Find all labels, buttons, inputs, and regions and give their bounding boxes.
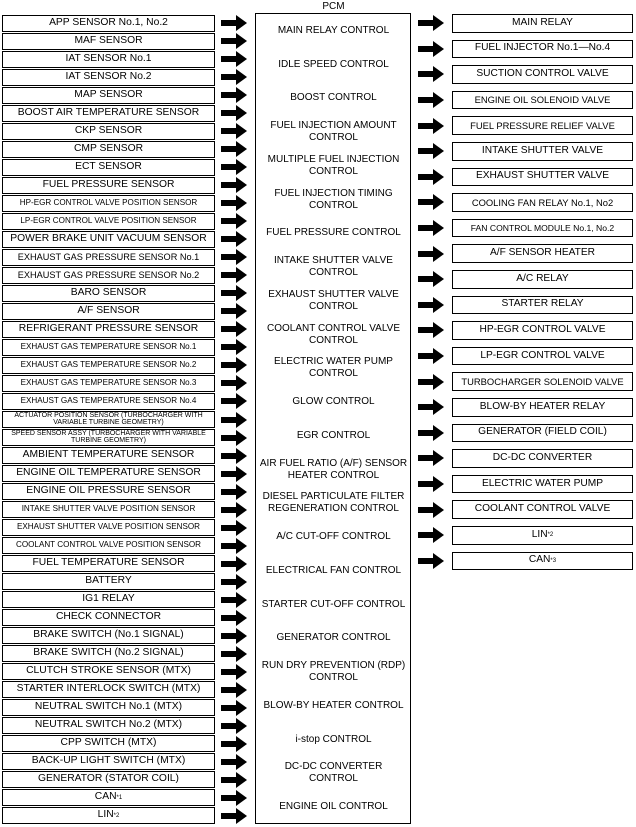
input-signal-box — [2, 501, 215, 518]
input-arrow — [221, 484, 247, 500]
label-text: FUEL TEMPERATURE SENSOR — [32, 557, 185, 569]
pcm-control-function: ELECTRIC WATER PUMP CONTROL — [274, 356, 393, 380]
label-text: NEUTRAL SWITCH No.2 (MTX) — [34, 719, 183, 731]
output-device-box — [452, 142, 633, 161]
label-text: STARTER RELAY — [501, 298, 584, 310]
label-text: HP-EGR CONTROL VALVE — [479, 324, 606, 336]
input-arrow — [221, 177, 247, 193]
input-signal-box — [2, 429, 215, 446]
input-signal-box — [2, 663, 215, 680]
input-arrow — [221, 123, 247, 139]
label-text: EXHAUST GAS TEMPERATURE SENSOR No.2 — [20, 360, 197, 370]
label-text: HP-EGR CONTROL VALVE POSITION SENSOR — [19, 198, 198, 208]
pcm-control-function: A/C CUT-OFF CONTROL — [276, 531, 391, 543]
input-arrow — [221, 33, 247, 49]
label-text: EXHAUST GAS TEMPERATURE SENSOR No.3 — [20, 378, 197, 388]
label-text: LIN — [531, 528, 548, 540]
label-text: COOLING FAN RELAY No.1, No2 — [471, 196, 614, 208]
label-text: ECT SENSOR — [75, 161, 142, 173]
label-text: EXHAUST GAS PRESSURE SENSOR No.2 — [17, 269, 200, 280]
input-arrow — [221, 808, 247, 824]
label-text: IG1 RELAY — [82, 593, 135, 605]
output-arrow — [418, 118, 444, 134]
output-arrow — [418, 527, 444, 543]
label-text: ENGINE OIL SOLENOID VALVE — [474, 94, 611, 106]
label-text: CAN — [528, 554, 551, 566]
input-arrow — [221, 159, 247, 175]
label-text: TURBOCHARGER SOLENOID VALVE — [461, 375, 624, 387]
input-arrow — [221, 466, 247, 482]
pcm-control-function: MAIN RELAY CONTROL — [277, 24, 390, 36]
input-arrow — [221, 664, 247, 680]
input-arrow — [221, 231, 247, 247]
label-text: EXHAUST GAS TEMPERATURE SENSOR No.1 — [20, 342, 197, 352]
pcm-control-function: ELECTRICAL FAN CONTROL — [265, 564, 402, 576]
pcm-control-function: INTAKE SHUTTER VALVE CONTROL — [274, 255, 393, 279]
output-device-box — [452, 398, 633, 417]
label-text: COOLANT CONTROL VALVE POSITION SENSOR — [16, 540, 201, 550]
input-signal-box — [2, 357, 215, 374]
input-signal-box — [2, 753, 215, 770]
label-text: CAN — [94, 791, 117, 803]
output-arrow — [418, 41, 444, 57]
input-arrow — [221, 375, 247, 391]
input-arrow — [221, 249, 247, 265]
label-text: GENERATOR (STATOR COIL) — [38, 773, 179, 785]
label-text: BRAKE SWITCH (No.1 SIGNAL) — [33, 629, 184, 641]
label-text: SUCTION CONTROL VALVE — [476, 68, 609, 80]
input-signal-box — [2, 681, 215, 698]
output-device-box — [452, 321, 633, 340]
input-arrow — [221, 700, 247, 716]
label-text: A/F SENSOR HEATER — [489, 247, 596, 259]
input-signal-box — [2, 123, 215, 140]
label-text: BRAKE SWITCH (No.2 SIGNAL) — [33, 647, 184, 659]
label-text: EXHAUST SHUTTER VALVE — [475, 170, 610, 182]
input-signal-box — [2, 483, 215, 500]
label-text: EXHAUST GAS PRESSURE SENSOR No.1 — [17, 251, 200, 262]
pcm-control-function: COOLANT CONTROL VALVE CONTROL — [267, 322, 400, 346]
output-arrow — [418, 425, 444, 441]
label-text: BACK-UP LIGHT SWITCH (MTX) — [31, 755, 186, 767]
output-arrow — [418, 502, 444, 518]
input-signal-box — [2, 285, 215, 302]
input-arrow — [221, 412, 247, 428]
label-text: A/C RELAY — [516, 272, 569, 284]
input-arrow — [221, 538, 247, 554]
pcm-control-function: MULTIPLE FUEL INJECTION CONTROL — [267, 153, 400, 177]
output-device-box — [452, 270, 633, 289]
input-arrow — [221, 574, 247, 590]
output-arrow — [418, 297, 444, 313]
label-text: LP-EGR CONTROL VALVE — [480, 349, 605, 361]
output-arrow — [418, 399, 444, 415]
input-arrow — [221, 393, 247, 409]
output-device-box — [452, 449, 633, 468]
input-signal-box — [2, 717, 215, 734]
output-arrow — [418, 374, 444, 390]
output-arrow — [418, 15, 444, 31]
input-signal-box — [2, 15, 215, 32]
input-signal-box — [2, 141, 215, 158]
input-arrow — [221, 556, 247, 572]
output-device-box — [452, 424, 633, 443]
input-signal-box — [2, 339, 215, 356]
output-arrow — [418, 450, 444, 466]
label-text: POWER BRAKE UNIT VACUUM SENSOR — [10, 233, 207, 245]
input-signal-box — [2, 231, 215, 248]
label-text: IAT SENSOR No.1 — [65, 53, 152, 64]
label-text: ENGINE OIL PRESSURE SENSOR — [26, 485, 191, 497]
input-arrow — [221, 285, 247, 301]
output-device-box — [452, 168, 633, 187]
input-arrow — [221, 105, 247, 121]
label-text: DC-DC CONVERTER — [492, 452, 593, 464]
label-text: MAIN RELAY — [512, 16, 573, 28]
label-text: FUEL PRESSURE RELIEF VALVE — [470, 119, 615, 131]
label-text: INTAKE SHUTTER VALVE POSITION SENSOR — [21, 504, 196, 514]
label-text: REFRIGERANT PRESSURE SENSOR — [18, 323, 199, 335]
input-signal-box — [2, 735, 215, 752]
input-signal-box — [2, 573, 215, 590]
output-arrow — [418, 194, 444, 210]
pcm-control-function: EXHAUST SHUTTER VALVE CONTROL — [268, 288, 399, 312]
output-arrow — [418, 271, 444, 287]
label-text: LIN — [97, 809, 114, 821]
output-arrow — [418, 322, 444, 338]
label-text: GENERATOR (FIELD COIL) — [478, 426, 607, 438]
input-arrow — [221, 628, 247, 644]
label-text: FUEL PRESSURE SENSOR — [42, 179, 175, 191]
label-text: CPP SWITCH (MTX) — [60, 737, 157, 749]
input-arrow — [221, 339, 247, 355]
input-signal-box — [2, 69, 215, 86]
input-arrow — [221, 303, 247, 319]
input-arrow — [221, 502, 247, 518]
input-arrow — [221, 754, 247, 770]
input-arrow — [221, 772, 247, 788]
label-text: SPEED SENSOR ASSY (TURBOCHARGER WITH VARIABLE TURBINE GEOMETRY) — [11, 430, 206, 445]
input-arrow — [221, 682, 247, 698]
input-signal-box — [2, 375, 215, 392]
input-signal-box — [2, 213, 215, 230]
label-text: STARTER INTERLOCK SWITCH (MTX) — [16, 683, 201, 695]
label-text: COOLANT CONTROL VALVE — [474, 503, 611, 515]
label-text: AMBIENT TEMPERATURE SENSOR — [22, 449, 195, 461]
input-signal-box — [2, 591, 215, 608]
input-arrow — [221, 141, 247, 157]
input-arrow — [221, 87, 247, 103]
input-signal-box — [2, 51, 215, 68]
input-arrow — [221, 51, 247, 67]
pcm-control-function: FUEL INJECTION AMOUNT CONTROL — [270, 120, 397, 144]
pcm-control-function: ENGINE OIL CONTROL — [279, 801, 388, 813]
input-signal-box: CAN *1 — [2, 789, 215, 806]
pcm-control-function: AIR FUEL RATIO (A/F) SENSOR HEATER CONTROL — [259, 457, 408, 481]
input-arrow — [221, 69, 247, 85]
label-text: BLOW-BY HEATER RELAY — [479, 400, 606, 412]
label-text: A/F SENSOR — [77, 305, 140, 317]
input-arrow — [221, 213, 247, 229]
pcm-control-function: STARTER CUT-OFF CONTROL — [261, 598, 406, 610]
output-device-box — [452, 14, 633, 33]
label-text: BATTERY — [85, 575, 132, 587]
pcm-control-function: BOOST CONTROL — [290, 92, 377, 104]
input-signal-box — [2, 393, 215, 410]
input-arrow — [221, 592, 247, 608]
output-arrow — [418, 92, 444, 108]
input-signal-box — [2, 267, 215, 284]
label-text: MAF SENSOR — [74, 35, 143, 46]
label-text: MAP SENSOR — [74, 89, 143, 101]
input-signal-box — [2, 105, 215, 122]
label-text: FAN CONTROL MODULE No.1, No.2 — [470, 222, 615, 233]
pcm-control-function: i-stop CONTROL — [295, 733, 372, 745]
pcm-control-function: FUEL INJECTION TIMING CONTROL — [274, 187, 393, 211]
pcm-control-function: IDLE SPEED CONTROL — [278, 58, 389, 70]
output-device-box — [452, 40, 633, 59]
pcm-title: PCM — [322, 1, 345, 12]
label-text: CLUTCH STROKE SENSOR (MTX) — [26, 665, 191, 677]
pcm-control-function: DC-DC CONVERTER CONTROL — [284, 761, 383, 785]
output-device-box — [452, 244, 633, 263]
input-arrow — [221, 646, 247, 662]
input-signal-box — [2, 321, 215, 338]
input-signal-box — [2, 195, 215, 212]
output-arrow — [418, 143, 444, 159]
output-device-box: LIN *2 — [452, 526, 633, 545]
input-arrow — [221, 15, 247, 31]
input-signal-box — [2, 627, 215, 644]
input-arrow — [221, 267, 247, 283]
output-device-box — [452, 500, 633, 519]
pcm-control-function: DIESEL PARTICULATE FILTER REGENERATION CONTROL — [262, 491, 405, 515]
label-text: IAT SENSOR No.2 — [65, 71, 152, 82]
pcm-control-function: EGR CONTROL — [296, 429, 371, 441]
output-device-box — [452, 372, 633, 391]
label-text: APP SENSOR No.1, No.2 — [49, 17, 168, 28]
output-device-box — [452, 475, 633, 494]
label-text: BOOST AIR TEMPERATURE SENSOR — [17, 107, 200, 119]
input-signal-box — [2, 411, 215, 428]
output-device-box — [452, 91, 633, 110]
label-text: EXHAUST SHUTTER VALVE POSITION SENSOR — [16, 522, 201, 532]
input-arrow — [221, 195, 247, 211]
input-signal-box — [2, 771, 215, 788]
output-arrow — [418, 66, 444, 82]
input-arrow — [221, 736, 247, 752]
output-device-box — [452, 193, 633, 212]
input-signal-box — [2, 537, 215, 554]
output-arrow — [418, 553, 444, 569]
label-text: LP-EGR CONTROL VALVE POSITION SENSOR — [20, 216, 197, 226]
input-arrow — [221, 718, 247, 734]
output-device-box — [452, 347, 633, 366]
output-arrow — [418, 246, 444, 262]
label-text: ENGINE OIL TEMPERATURE SENSOR — [16, 467, 201, 479]
pcm-control-function: FUEL PRESSURE CONTROL — [266, 227, 401, 239]
label-text: EXHAUST GAS TEMPERATURE SENSOR No.4 — [20, 396, 197, 406]
input-arrow — [221, 430, 247, 446]
output-device-box — [452, 116, 633, 135]
label-text: CMP SENSOR — [73, 143, 144, 155]
input-signal-box — [2, 87, 215, 104]
pcm-control-function: GLOW CONTROL — [292, 396, 375, 408]
input-signal-box — [2, 303, 215, 320]
input-signal-box — [2, 555, 215, 572]
input-arrow — [221, 790, 247, 806]
label-text: ACTUATOR POSITION SENSOR (TURBOCHARGER WITH VARIABLE TURBINE GEOMETRY) — [14, 412, 203, 427]
label-text: BARO SENSOR — [70, 287, 147, 299]
input-arrow — [221, 321, 247, 337]
output-device-box — [452, 219, 633, 238]
pcm-control-function: RUN DRY PREVENTION (RDP) CONTROL — [261, 660, 406, 684]
input-signal-box — [2, 177, 215, 194]
output-device-box — [452, 65, 633, 84]
output-arrow — [418, 220, 444, 236]
label-text: NEUTRAL SWITCH No.1 (MTX) — [34, 701, 183, 713]
input-arrow — [221, 448, 247, 464]
output-arrow — [418, 169, 444, 185]
input-arrow — [221, 610, 247, 626]
input-signal-box — [2, 609, 215, 626]
pcm-control-function: GENERATOR CONTROL — [276, 632, 391, 644]
input-signal-box — [2, 699, 215, 716]
output-device-box — [452, 296, 633, 315]
pcm-control-function: BLOW-BY HEATER CONTROL — [263, 699, 404, 711]
input-signal-box — [2, 249, 215, 266]
input-signal-box — [2, 519, 215, 536]
label-text: INTAKE SHUTTER VALVE — [481, 144, 604, 156]
output-device-box: CAN *3 — [452, 552, 633, 571]
input-signal-box — [2, 465, 215, 482]
label-text: FUEL INJECTOR No.1—No.4 — [474, 42, 611, 54]
label-text: CKP SENSOR — [74, 125, 143, 137]
input-signal-box: LIN *2 — [2, 807, 215, 824]
input-signal-box — [2, 159, 215, 176]
input-arrow — [221, 520, 247, 536]
input-signal-box — [2, 33, 215, 50]
output-arrow — [418, 348, 444, 364]
label-text: ELECTRIC WATER PUMP — [481, 477, 604, 489]
label-text: CHECK CONNECTOR — [55, 611, 162, 623]
input-signal-box — [2, 645, 215, 662]
input-arrow — [221, 357, 247, 373]
output-arrow — [418, 476, 444, 492]
input-signal-box — [2, 447, 215, 464]
